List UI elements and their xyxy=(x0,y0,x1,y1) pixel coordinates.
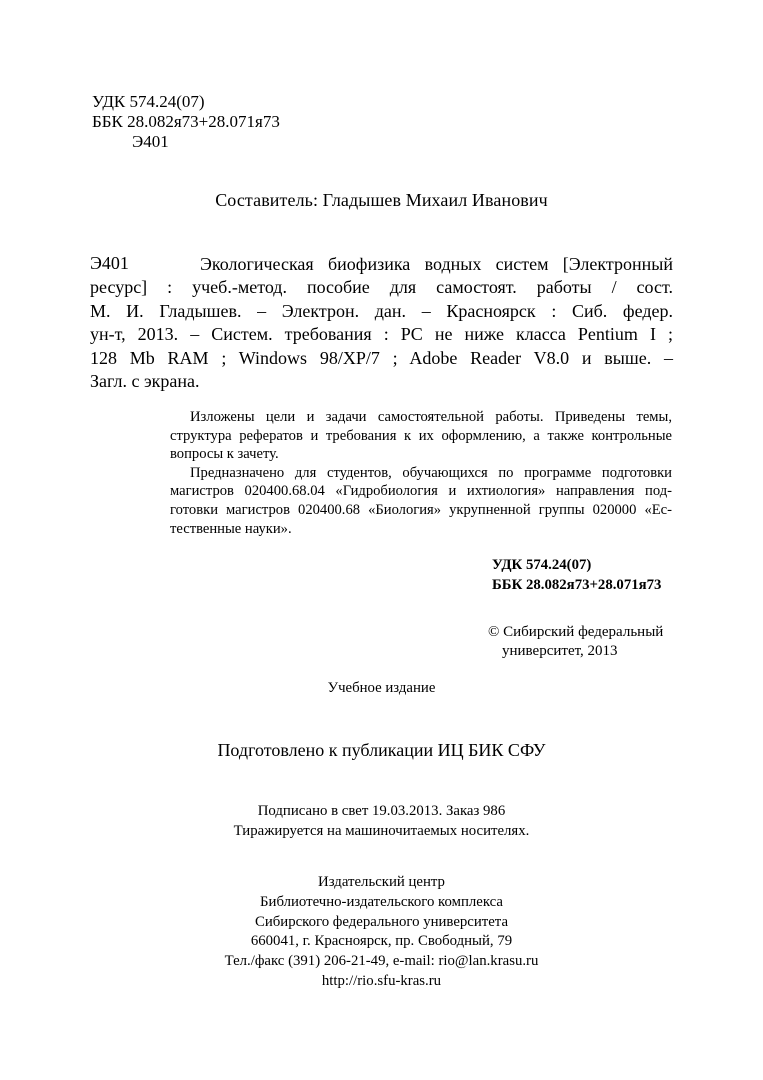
abstract-line: Изложены цели и задачи самостоятельной работы. Приведены темы, xyxy=(190,409,672,425)
publisher-line: Библиотечно-издательского комплекса xyxy=(260,893,503,910)
prepared-by: Подготовлено к публикации ИЦ БИК СФУ xyxy=(217,740,546,760)
publisher-line: 660041, г. Красноярск, пр. Свободный, 79 xyxy=(250,933,513,950)
bibliographic-record xyxy=(90,253,673,393)
signed-line: Подписано в свет 19.03.2013. Заказ 986 xyxy=(257,803,506,819)
bbk-code: ББК 28.082я73+28.071я73 xyxy=(92,112,280,131)
biblio-line: ресурс] : учеб.-метод. пособие для самостоят. работы / сост. xyxy=(90,277,673,298)
copyright-line: университет, 2013 xyxy=(502,643,618,659)
biblio-author-mark: Э401 xyxy=(90,253,129,273)
publisher-url[interactable]: http://rio.sfu-kras.ru xyxy=(321,972,442,989)
abstract-line: тественные науки». xyxy=(170,520,292,537)
bbk-code-bold: ББК 28.082я73+28.071я73 xyxy=(492,577,662,593)
signing-info xyxy=(0,801,763,841)
biblio-line: 128 Mb RAM ; Windows 98/XP/7 ; Adobe Reader V8.0 и выше. – xyxy=(90,347,673,368)
udk-code: УДК 574.24(07) xyxy=(92,92,205,111)
publisher-line: Издательский центр xyxy=(318,874,445,890)
copyright-notice xyxy=(488,623,663,661)
abstract xyxy=(170,408,672,538)
biblio-line: ун-т, 2013. – Систем. требования : PC не ниже класса Pentium I ; xyxy=(90,324,673,345)
edition-type: Учебное издание xyxy=(327,680,436,696)
biblio-line: М. И. Гладышев. – Электрон. дан. – Красноярск : Сиб. федер. xyxy=(90,300,673,321)
publisher-line: Сибирского федерального университета xyxy=(254,913,509,930)
author-mark: Э401 xyxy=(132,132,169,151)
signed-line: Тиражируется на машиночитаемых носителях. xyxy=(233,823,530,839)
bottom-classification xyxy=(492,555,661,595)
header-classification xyxy=(92,92,280,152)
abstract-line: магистров 020400.68.04 «Гидробиология и ихтиология» направления под- xyxy=(170,483,672,500)
abstract-line: Предназначено для студентов, обучающихся по программе подготовки xyxy=(190,464,672,481)
abstract-line: структура рефератов и требования к их оформлению, а также контрольные xyxy=(170,427,672,444)
biblio-line: Загл. с экрана. xyxy=(90,371,200,392)
publisher-info xyxy=(0,873,763,992)
compiler-line: Составитель: Гладышев Михаил Иванович xyxy=(215,190,548,210)
udk-code-bold: УДК 574.24(07) xyxy=(492,557,592,573)
publisher-line: Тел./факс (391) 206-21-49, e-mail: rio@lan.krasu.ru xyxy=(224,953,539,970)
abstract-line: вопросы к зачету. xyxy=(170,446,279,463)
biblio-line: Экологическая биофизика водных систем [Электронный xyxy=(200,254,673,274)
abstract-line: готовки магистров 020400.68 «Биология» укрупненной группы 020000 «Ес- xyxy=(170,501,672,518)
copyright-line: © Сибирский федеральный xyxy=(488,624,664,640)
